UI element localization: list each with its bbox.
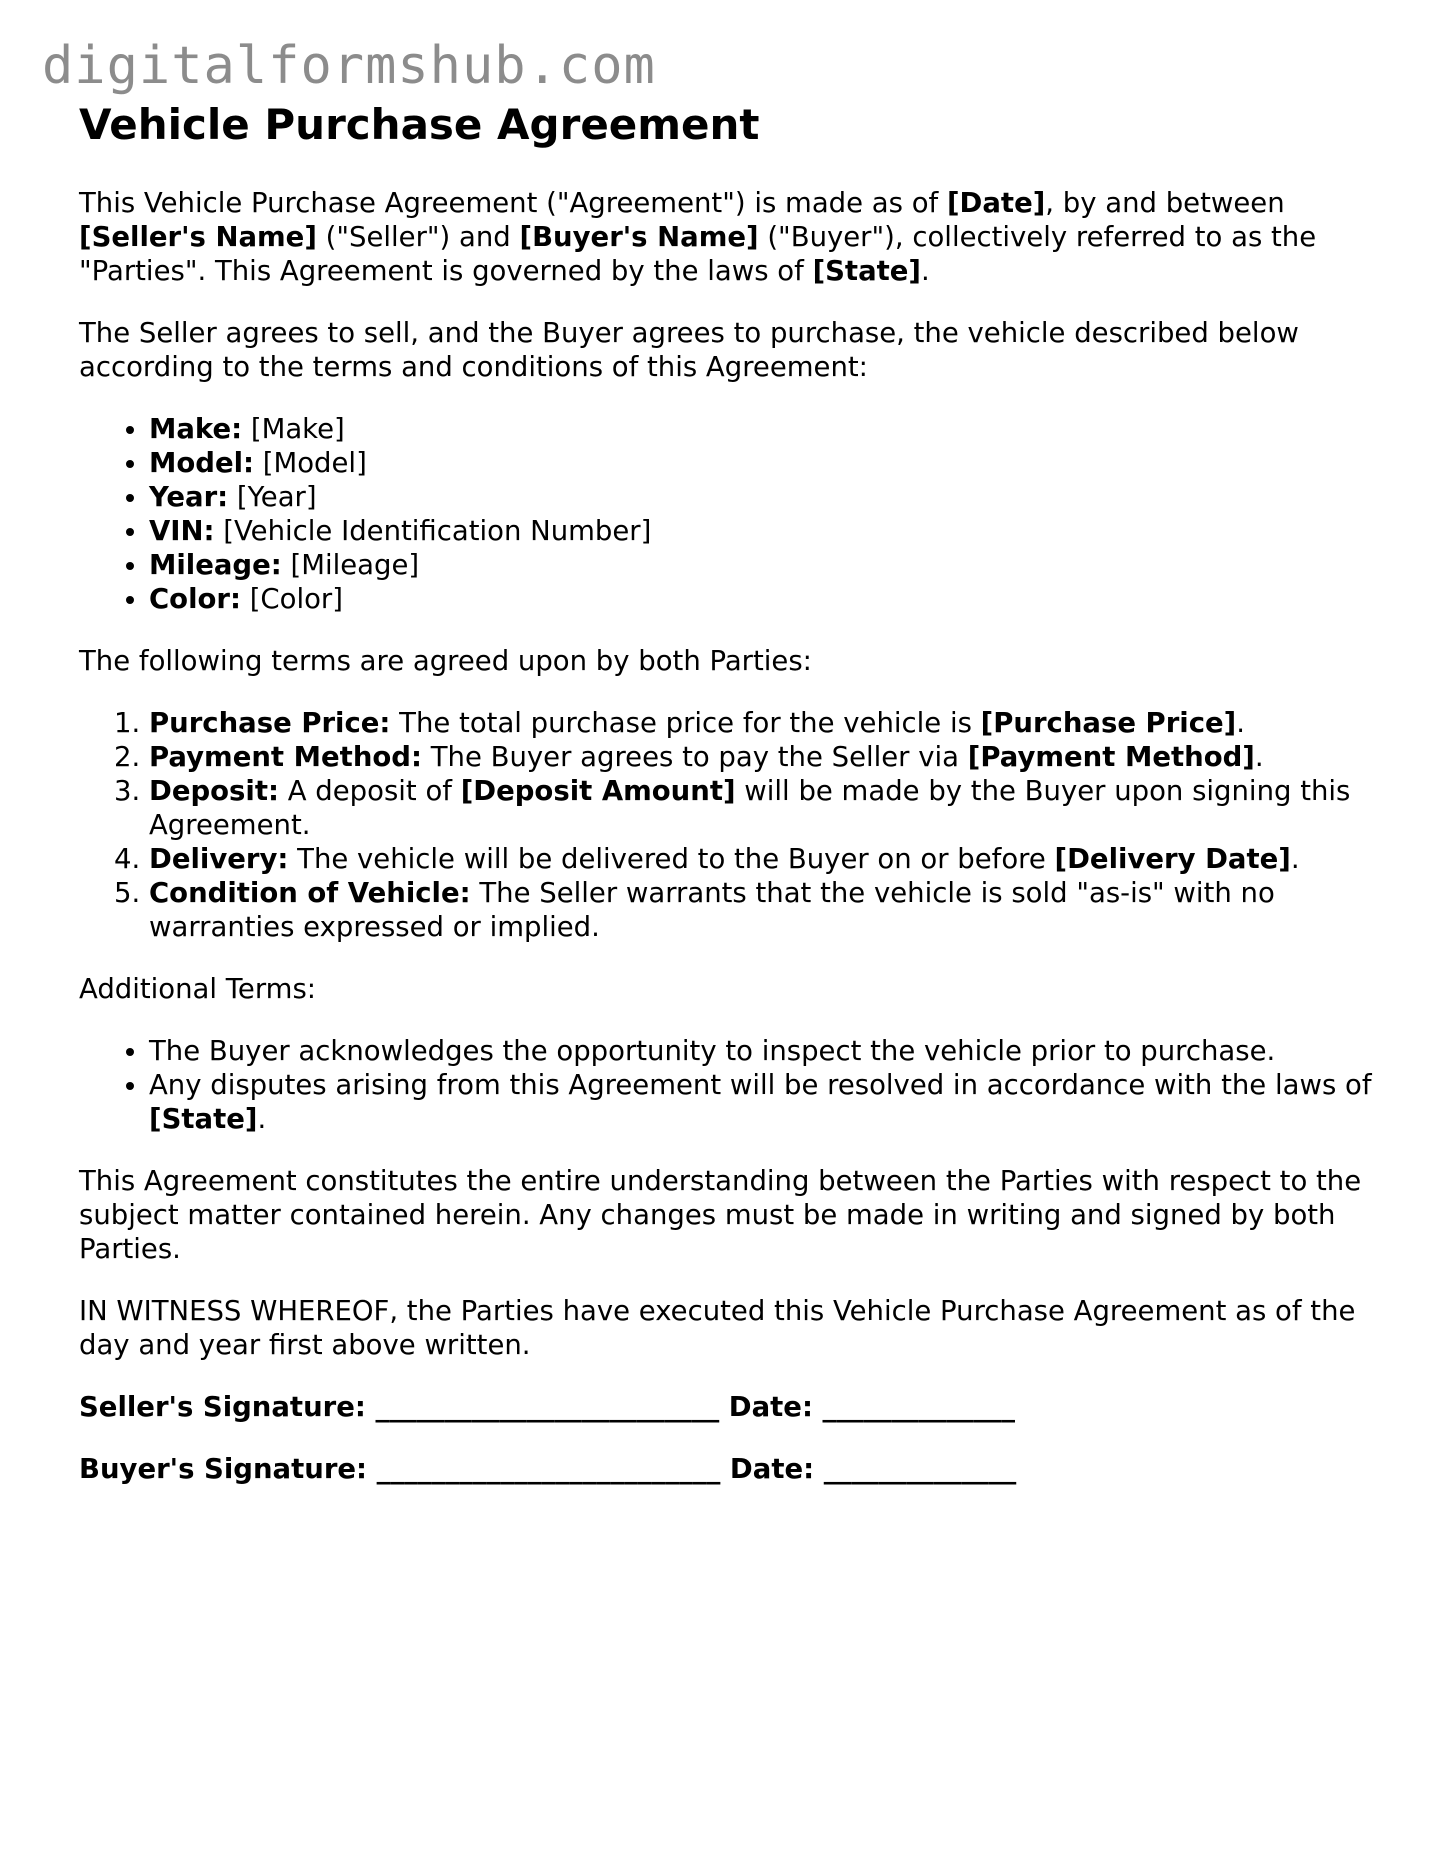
seller-date-label: Date: [719, 1391, 823, 1423]
watermark: digitalformshub.com [42, 36, 656, 96]
term-text: . [1254, 741, 1264, 773]
detail-value: [Make] [242, 413, 345, 445]
buyer-signature-row [79, 1452, 1379, 1486]
list-item [149, 446, 1379, 480]
additional-term-text: . [257, 1103, 267, 1135]
term-text: The vehicle will be delivered to the Buyer on or before [288, 843, 1055, 875]
seller-date-line[interactable]: ______________ [822, 1391, 1016, 1423]
detail-value: [Mileage] [281, 549, 420, 581]
additional-terms-heading: Additional Terms: [79, 973, 317, 1005]
state-field: [State] [812, 255, 922, 287]
vehicle-intro-paragraph: The Seller agrees to sell, and the Buyer agrees to purchase, the vehicle described below according to the terms and conditions of this Agreement: [79, 317, 1299, 383]
detail-label: Model: [149, 447, 255, 479]
vehicle-details-list [79, 412, 1379, 616]
list-item [149, 480, 1379, 514]
term-text: will be made by the Buyer upon signing this Agreement. [149, 775, 1351, 841]
additional-terms-list [79, 1034, 1379, 1136]
buyer-date-line[interactable]: ______________ [823, 1453, 1017, 1485]
intro-text: ("Seller") and [316, 221, 520, 253]
intro-text: This Vehicle Purchase Agreement ("Agreement") is made as of [79, 187, 947, 219]
intro-paragraph [79, 186, 1379, 288]
term-field: [Delivery Date] [1054, 843, 1291, 875]
document-body [79, 100, 1379, 1514]
buyer-date-label: Date: [720, 1453, 824, 1485]
term-text: . [1290, 843, 1300, 875]
seller-signature-row [79, 1390, 1379, 1424]
detail-value: [Vehicle Identification Number] [214, 515, 652, 547]
buyer-signature-line[interactable]: _________________________ [376, 1453, 721, 1485]
list-item [149, 876, 1379, 944]
detail-label: VIN: [149, 515, 215, 547]
list-item [149, 706, 1379, 740]
document-title: Vehicle Purchase Agreement [79, 100, 760, 149]
additional-term-field: [State] [149, 1103, 258, 1135]
list-item [149, 412, 1379, 446]
detail-label: Color: [149, 583, 241, 615]
list-item [149, 548, 1379, 582]
term-text: The Seller warrants that the vehicle is sold "as-is" with no warranties expressed or implied. [149, 877, 1275, 943]
term-text: The Buyer agrees to pay the Seller via [421, 741, 968, 773]
term-label: Deposit: [149, 775, 279, 807]
terms-intro-paragraph: The following terms are agreed upon by both Parties: [79, 645, 812, 677]
term-label: Delivery: [149, 843, 289, 875]
buyer-signature-label: Buyer's Signature: [79, 1453, 377, 1485]
list-item [149, 514, 1379, 548]
intro-text: ("Buyer"), collectively referred to as the "Parties". This Agreement is governed by the laws of [79, 221, 1317, 287]
terms-list [79, 706, 1379, 944]
detail-value: [Year] [228, 481, 317, 513]
detail-value: [Model] [254, 447, 367, 479]
detail-value: [Color] [240, 583, 343, 615]
term-label: Condition of Vehicle: [149, 877, 471, 909]
additional-term-text: Any disputes arising from this Agreement will be resolved in accordance with the laws of [149, 1069, 1372, 1101]
seller-signature-line[interactable]: _________________________ [375, 1391, 720, 1423]
list-item [149, 740, 1379, 774]
list-item [149, 1068, 1379, 1136]
term-label: Purchase Price: [149, 707, 391, 739]
seller-name-field: [Seller's Name] [79, 221, 317, 253]
list-item [149, 774, 1379, 842]
term-field: [Purchase Price] [980, 707, 1237, 739]
term-text: A deposit of [279, 775, 461, 807]
term-field: [Payment Method] [967, 741, 1255, 773]
term-label: Payment Method: [149, 741, 422, 773]
term-text: The total purchase price for the vehicle is [390, 707, 981, 739]
witness-paragraph: IN WITNESS WHEREOF, the Parties have executed this Vehicle Purchase Agreement as of the day and year first above written. [79, 1295, 1356, 1361]
intro-text: . [921, 255, 930, 287]
detail-label: Year: [149, 481, 229, 513]
list-item [149, 842, 1379, 876]
term-text: . [1236, 707, 1245, 739]
detail-label: Mileage: [149, 549, 282, 581]
intro-text: , by and between [1045, 187, 1285, 219]
detail-label: Make: [149, 413, 243, 445]
buyer-name-field: [Buyer's Name] [519, 221, 759, 253]
list-item [149, 1034, 1379, 1068]
seller-signature-label: Seller's Signature: [79, 1391, 376, 1423]
list-item [149, 582, 1379, 616]
additional-term-text: The Buyer acknowledges the opportunity to inspect the vehicle prior to purchase. [149, 1035, 1276, 1067]
term-field: [Deposit Amount] [460, 775, 736, 807]
date-field: [Date] [946, 187, 1046, 219]
entire-agreement-paragraph: This Agreement constitutes the entire understanding between the Parties with respect to the subject matter contained herein. Any changes must be made in writing and signed by both Parties. [79, 1165, 1362, 1265]
